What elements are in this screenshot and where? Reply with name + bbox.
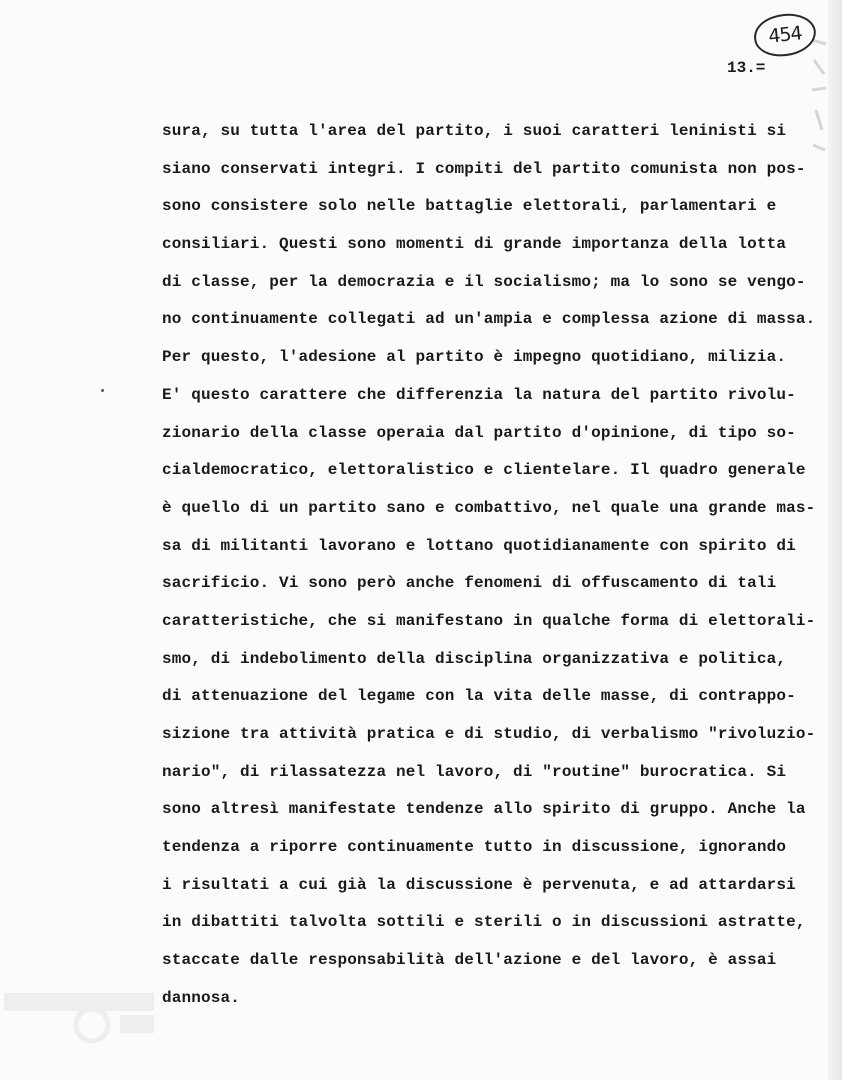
- text-line: staccate dalle responsabilità dell'azione e del lavoro, è assai: [162, 951, 777, 970]
- text-line: di attenuazione del legame con la vita delle masse, di contrappo-: [162, 687, 796, 706]
- text-line: consiliari. Questi sono momenti di grande importanza della lotta: [162, 235, 787, 254]
- text-line: sizione tra attività pratica e di studio, di verbalismo "rivoluzio-: [162, 725, 816, 743]
- text-line: zionario della classe operaia dal partito d'opinione, di tipo so-: [162, 423, 796, 442]
- page-edge-shadow: [828, 0, 842, 1080]
- archive-number-stamp: 454: [752, 11, 818, 59]
- stray-ink-dot: [101, 389, 104, 392]
- text-line: sa di militanti lavorano e lottano quotidianamente con spirito di: [162, 536, 796, 555]
- text-line: sura, su tutta l'area del partito, i suoi caratteri leninisti si: [162, 122, 787, 140]
- typed-body-text: [162, 118, 815, 1023]
- text-line: i risultati a cui già la discussione è pervenuta, e ad attardarsi: [162, 875, 796, 894]
- text-line: caratteristiche, che si manifestano in qualche forma di elettorali-: [162, 611, 816, 630]
- text-line: di classe, per la democrazia e il socialismo; ma lo sono se vengo-: [162, 272, 806, 291]
- text-line: sacrificio. Vi sono però anche fenomeni di offuscamento di tali: [162, 574, 777, 593]
- text-line: sono altresì manifestate tendenze allo spirito di gruppo. Anche la: [162, 800, 806, 819]
- text-line: sono consistere solo nelle battaglie elettorali, parlamentari e: [162, 197, 777, 216]
- text-line: Per questo, l'adesione al partito è impegno quotidiano, milizia.: [162, 348, 787, 367]
- page-number: 13.=: [727, 59, 766, 77]
- text-line: tendenza a riporre continuamente tutto in discussione, ignorando: [162, 838, 787, 857]
- text-line: E' questo carattere che differenzia la natura del partito rivolu-: [162, 385, 796, 404]
- text-line: siano conservati integri. I compiti del partito comunista non pos-: [162, 159, 806, 178]
- text-line: in dibattiti talvolta sottili e sterili o in discussioni astratte,: [162, 913, 806, 932]
- text-line: no continuamente collegati ad un'ampia e complessa azione di massa.: [162, 310, 816, 329]
- watermark-logo: [0, 985, 160, 1045]
- text-line: è quello di un partito sano e combattivo, nel quale una grande mas-: [162, 498, 816, 517]
- text-line: smo, di indebolimento della disciplina organizzativa e politica,: [162, 649, 787, 668]
- text-line: cialdemocratico, elettoralistico e clientelare. Il quadro generale: [162, 461, 806, 480]
- text-line: nario", di rilassatezza nel lavoro, di "routine" burocratica. Si: [162, 762, 787, 781]
- text-line: dannosa.: [162, 988, 241, 1007]
